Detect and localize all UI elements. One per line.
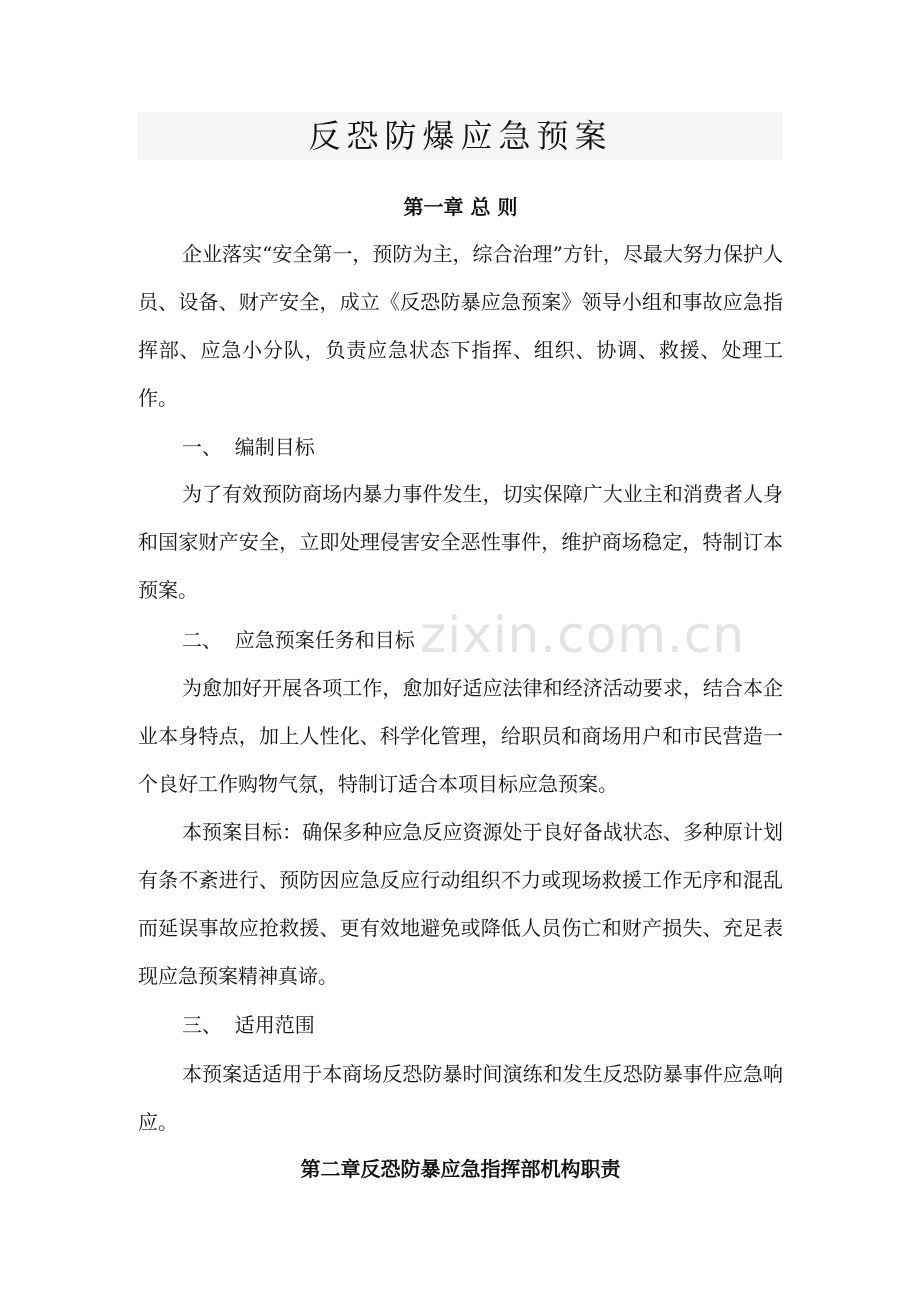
- section-1-heading: 一、 编制目标: [182, 435, 315, 459]
- section-2-heading: 二、 应急预案任务和目标: [182, 628, 415, 652]
- section-1-paragraph: 为了有效预防商场内暴力事件发生，切实保障广大业主和消费者人身和国家财产安全，立即处理侵害安全恶性事件，维护商场稳定，特制订本预案。: [138, 482, 783, 602]
- chapter-1-intro-paragraph: 企业落实“安全第一，预防为主，综合治理”方针，尽最大努力保护人员、设备、财产安全，成立《反恐防暴应急预案》领导小组和事故应急指挥部、应急小分队，负责应急状态下指挥、组织、协调、救援、处理工作。: [138, 242, 783, 410]
- section-3-heading: 三、 适用范围: [182, 1013, 315, 1037]
- section-2-paragraph-1: 为愈加好开展各项工作，愈加好适应法律和经济活动要求，结合本企业本身特点，加上人性化、科学化管理，给职员和商场用户和市民营造一个良好工作购物气氛，特制订适合本项目标应急预案。: [138, 676, 783, 796]
- chapter-1-heading: 第一章 总 则: [403, 195, 518, 219]
- section-3-paragraph: 本预案适适用于本商场反恐防暴时间演练和发生反恐防暴事件应急响应。: [138, 1062, 783, 1134]
- watermark: zixin.com.cn: [420, 606, 746, 664]
- section-2-paragraph-2: 本预案目标：确保多种应急反应资源处于良好备战状态、多种原计划有条不紊进行、预防因应急反应行动组织不力或现场救援工作无序和混乱而延误事故应抢救援、更有效地避免或降低人员伤亡和财产损失、充足表现应急预案精神真谛。: [138, 820, 783, 988]
- document-title: 反恐防爆应急预案: [308, 117, 613, 155]
- chapter-2-heading: 第二章反恐防暴应急指挥部机构职责: [300, 1157, 621, 1181]
